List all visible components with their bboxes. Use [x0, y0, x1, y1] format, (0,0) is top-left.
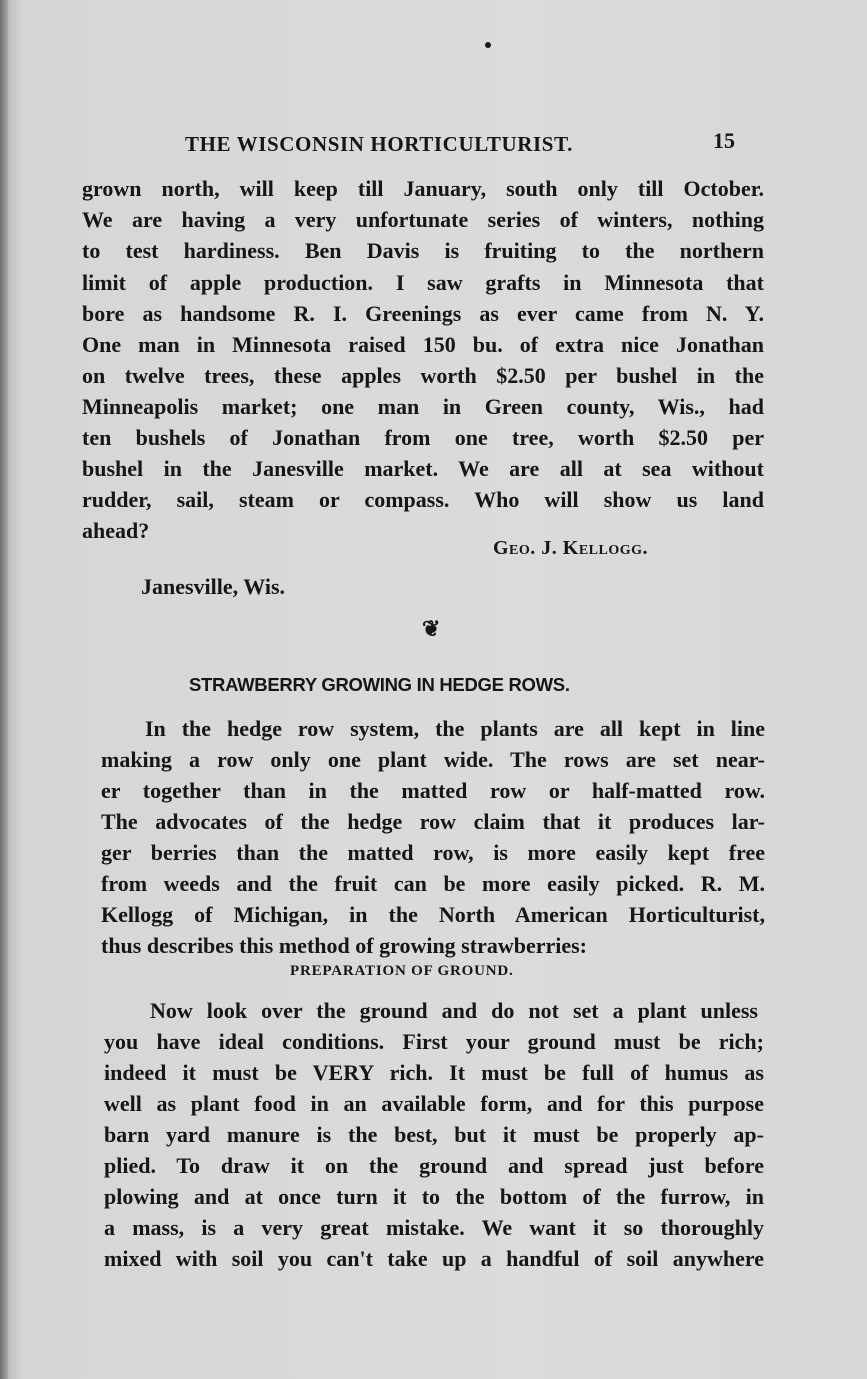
text-line: Kellogg of Michigan, in the North American Horticulturist, — [101, 902, 765, 927]
text-line: Minneapolis market; one man in Green county, Wis., had — [82, 394, 764, 419]
text-line: barn yard manure is the best, but it must be properly ap- — [104, 1122, 764, 1147]
text-line: One man in Minnesota raised 150 bu. of extra nice Jonathan — [82, 332, 764, 357]
text-line: limit of apple production. I saw grafts in Minnesota that — [82, 270, 764, 295]
signature: Geo. J. Kellogg. — [493, 537, 649, 559]
page-header — [80, 128, 740, 160]
page-number: 15 — [713, 128, 735, 153]
section-subhead: PREPARATION OF GROUND. — [290, 963, 514, 979]
ink-speck — [485, 42, 491, 48]
text-line: making a row only one plant wide. The rows are set near- — [101, 747, 765, 772]
text-line: well as plant food in an available form, and for this purpose — [104, 1091, 764, 1116]
text-line: mixed with soil you can't take up a handful of soil anywhere — [104, 1246, 764, 1271]
text-line: to test hardiness. Ben Davis is fruiting to the northern — [82, 238, 764, 263]
text-line: a mass, is a very great mistake. We want it so thoroughly — [104, 1215, 764, 1240]
text-line: you have ideal conditions. First your ground must be rich; — [104, 1029, 764, 1054]
text-line: grown north, will keep till January, south only till October. — [82, 176, 764, 201]
text-line: ten bushels of Jonathan from one tree, worth $2.50 per — [82, 425, 764, 450]
text-line: ahead? — [82, 518, 150, 543]
text-line: rudder, sail, steam or compass. Who will show us land — [82, 487, 764, 512]
text-line: on twelve trees, these apples worth $2.50 per bushel in the — [82, 363, 764, 388]
text-line: indeed it must be VERY rich. It must be full of humus as — [104, 1060, 764, 1085]
text-line: The advocates of the hedge row claim that it produces lar- — [101, 809, 765, 834]
dateline: Janesville, Wis. — [141, 574, 286, 599]
text-line: er together than in the matted row or half-matted row. — [101, 778, 765, 803]
text-line: from weeds and the fruit can be more easily picked. R. M. — [101, 871, 765, 896]
fleuron-ornament: ❦ — [422, 616, 441, 641]
text-line: Now look over the ground and do not set a plant unless — [150, 998, 758, 1023]
text-line: ger berries than the matted row, is more easily kept free — [101, 840, 765, 865]
page-spine-shadow — [0, 0, 8, 1379]
article-title: STRAWBERRY GROWING IN HEDGE ROWS. — [189, 674, 570, 695]
text-line: thus describes this method of growing strawberries: — [101, 933, 588, 958]
text-line: bushel in the Janesville market. We are all at sea without — [82, 456, 764, 481]
text-line: plowing and at once turn it to the bottom of the furrow, in — [104, 1184, 764, 1209]
text-line: bore as handsome R. I. Greenings as ever came from N. Y. — [82, 301, 764, 326]
text-line: We are having a very unfortunate series of winters, nothing — [82, 207, 764, 232]
running-head: THE WISCONSIN HORTICULTURIST. — [185, 132, 573, 156]
text-line: plied. To draw it on the ground and spread just before — [104, 1153, 764, 1178]
text-line: In the hedge row system, the plants are all kept in line — [145, 716, 765, 741]
